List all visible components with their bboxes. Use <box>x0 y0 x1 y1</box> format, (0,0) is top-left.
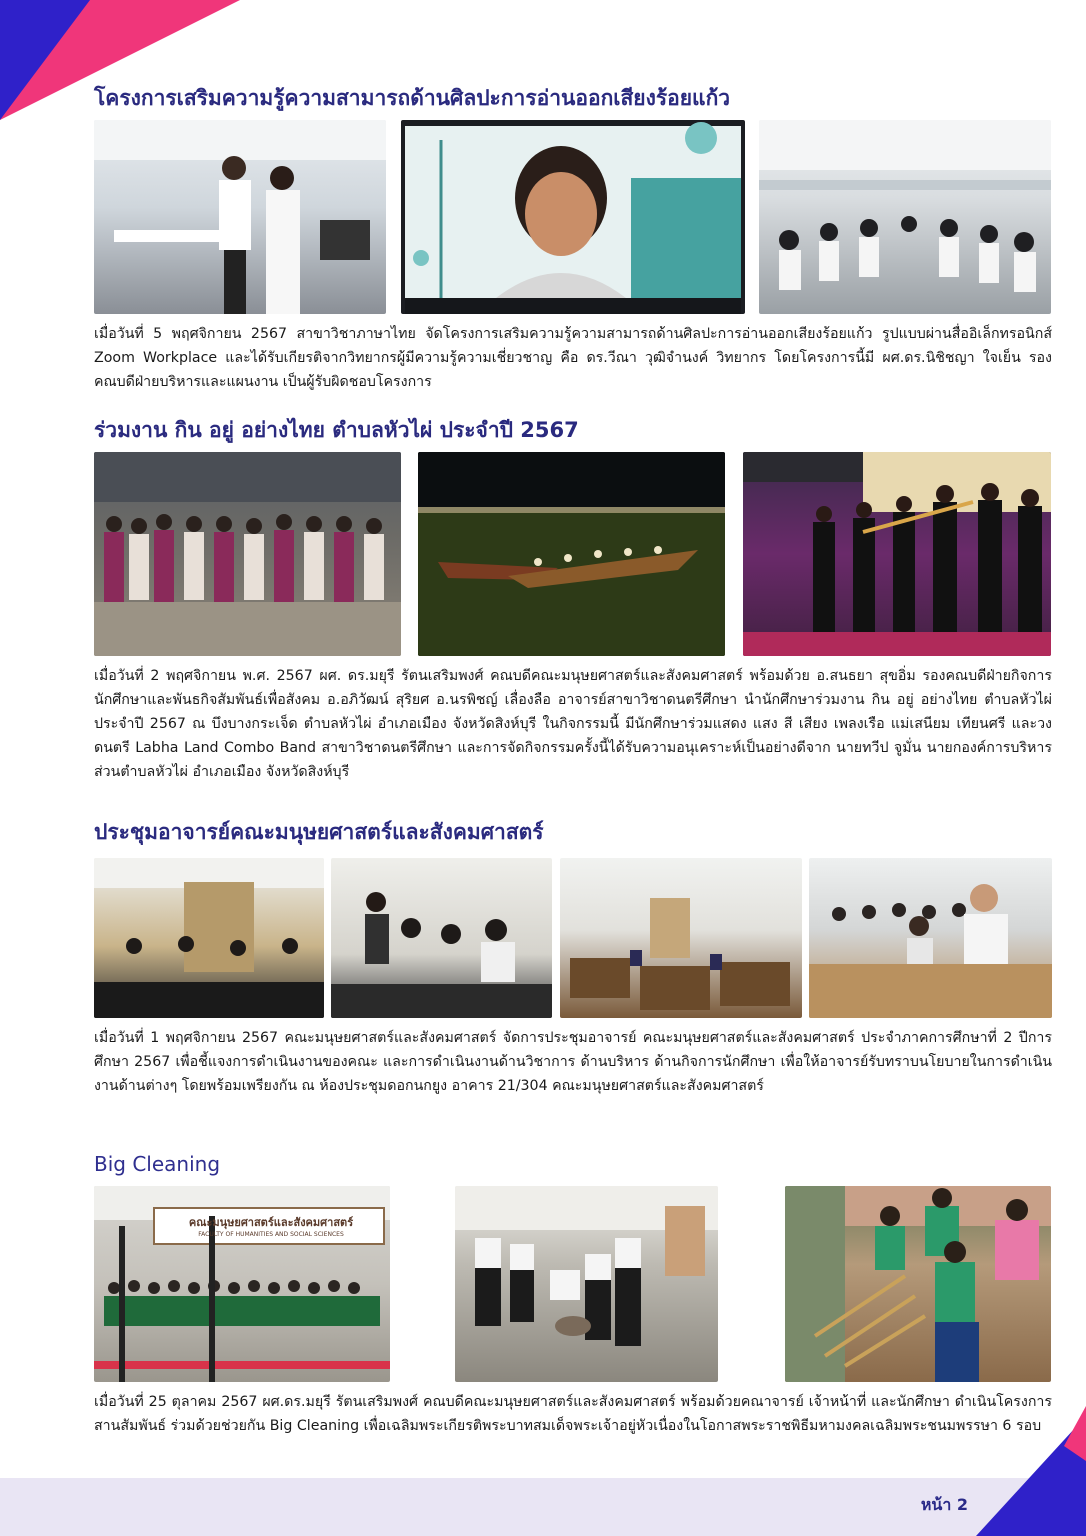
photo-zoom-speaker <box>401 120 745 314</box>
photo-row <box>94 858 1052 1018</box>
page-number: หน้า 2 <box>920 1495 968 1514</box>
photo-students-cleaning-plants <box>785 1186 1051 1382</box>
photo-group-building <box>94 1186 390 1382</box>
photo-boats-night <box>418 452 725 656</box>
section-thai-living-event <box>94 416 1052 784</box>
photo-group-students <box>94 452 401 656</box>
section-title: ร่วมงาน กิน อยู่ อย่างไทย ตำบลหัวไผ่ ประจำปี 2567 <box>94 418 579 442</box>
section-description: เมื่อวันที่ 25 ตุลาคม 2567 ผศ.ดร.มยุรี รัตนเสริมพงศ์ คณบดีคณะมนุษยศาสตร์และสังคมศาสตร์ พร้อมด้วยคณาจารย์ เจ้าหน้าที่ และนักศึกษา ดำเนินโครงการสานสัมพันธ์ ร่วมด้วยช่วยกัน Big Cleaning เพื่อเฉลิมพระเกียรติพระบาทสมเด็จพระเจ้าอยู่หัวเนื่องในโอกาสพระราชพิธีมหามงคลเฉลิมพระชนมพรรษา 6 รอบ <box>94 1394 1052 1434</box>
section-faculty-meeting <box>94 818 1052 1098</box>
faculty-sign: คณะมนุษยศาสตร์และสังคมศาสตร์ <box>188 1216 354 1229</box>
photo-band-stage <box>743 452 1051 656</box>
section-title: โครงการเสริมความรู้ความสามารถด้านศิลปะการอ่านออกเสียงร้อยแก้ว <box>94 86 731 110</box>
photo-meeting-participants <box>809 858 1052 1018</box>
photo-row <box>94 452 1052 656</box>
section-description: เมื่อวันที่ 1 พฤศจิกายน 2567 คณะมนุษยศาสตร์และสังคมศาสตร์ จัดการประชุมอาจารย์ คณะมนุษยศาสตร์และสังคมศาสตร์ ประจำภาคการศึกษาที่ 2 ปีการศึกษา 2567 เพื่อชี้แจงการดำเนินงานของคณะ และการดำเนินงานด้านวิชาการ ด้านบริหาร ด้านกิจการนักศึกษา เพื่อให้อาจารย์รับทราบนโยบายในการดำเนินงานด้านต่างๆ โดยพร้อมเพรียงกัน ณ ห้องประชุมดอกนกยูง อาคาร 21/304 คณะมนุษยศาสตร์และสังคมศาสตร์ <box>94 1030 1052 1094</box>
photo-row <box>94 120 1052 314</box>
photo-head-table <box>94 858 324 1018</box>
section-description: เมื่อวันที่ 2 พฤศจิกายน พ.ศ. 2567 ผศ. ดร.มยุรี รัตนเสริมพงศ์ คณบดีคณะมนุษยศาสตร์และสังคมศาสตร์ พร้อมด้วย อ.สนธยา สุขอิ่ม รองคณบดีฝ่ายกิจการนักศึกษาและพันธกิจสัมพันธ์เพื่อสังคม อ.อภิวัฒน์ สุริยศ อ.นรพิชญ์ เลื่องลือ อาจารย์สาขาวิชาดนตรีศึกษา นำนักศึกษาร่วมงาน กิน อยู่ อย่างไทย ตำบลหัวไผ่ ประจำปี 2567 ณ บึงบางกระเจ็ด ตำบลหัวไผ่ อำเภอเมือง จังหวัดสิงห์บุรี ในกิจกรรมนี้ มีนักศึกษาร่วมแสดง แสง สี เสียง เพลงเรือ แม่เสนียม เทียนศรี และวงดนตรี Labha Land Combo Band สาขาวิชาดนตรีศึกษา และการจัดกิจกรรมครั้งนี้ได้รับความอนุเคราะห์เป็นอย่างดีจาก นายทวีป จูมั่น นายกองค์การบริหารส่วนตำบลหัวไผ่ อำเภอเมือง จังหวัดสิงห์บุรี <box>94 668 1052 780</box>
photo-meeting-room <box>560 858 802 1018</box>
section-title: Big Cleaning <box>94 1152 221 1176</box>
section-big-cleaning <box>94 1150 1052 1438</box>
section-reading-project <box>94 84 1052 394</box>
photo-students-sweeping <box>455 1186 718 1382</box>
photo-classroom-presentation <box>94 120 386 314</box>
section-description: เมื่อวันที่ 5 พฤศจิกายน 2567 สาขาวิชาภาษาไทย จัดโครงการเสริมความรู้ความสามารถด้านศิลปะการอ่านออกเสียงร้อยแก้ว รูปแบบผ่านสื่ออิเล็กทรอนิกส์ Zoom Workplace และได้รับเกียรติจากวิทยากรผู้มีความรู้ความเชี่ยวชาญ คือ ดร.วีณา วุฒิจำนงค์ วิทยากร โดยโครงการนี้มี ผศ.ดร.นิชิชญา ใจเย็น รองคณบดีฝ่ายบริหารและแผนงาน เป็นผู้รับผิดชอบโครงการ <box>94 326 1052 390</box>
faculty-sign-english: FACULTY OF HUMANITIES AND SOCIAL SCIENCES <box>198 1231 344 1238</box>
photo-classroom-students <box>759 120 1051 314</box>
photo-speaker-meeting <box>331 858 552 1018</box>
section-title: ประชุมอาจารย์คณะมนุษยศาสตร์และสังคมศาสตร์ <box>94 820 544 844</box>
photo-row <box>94 1186 1052 1382</box>
